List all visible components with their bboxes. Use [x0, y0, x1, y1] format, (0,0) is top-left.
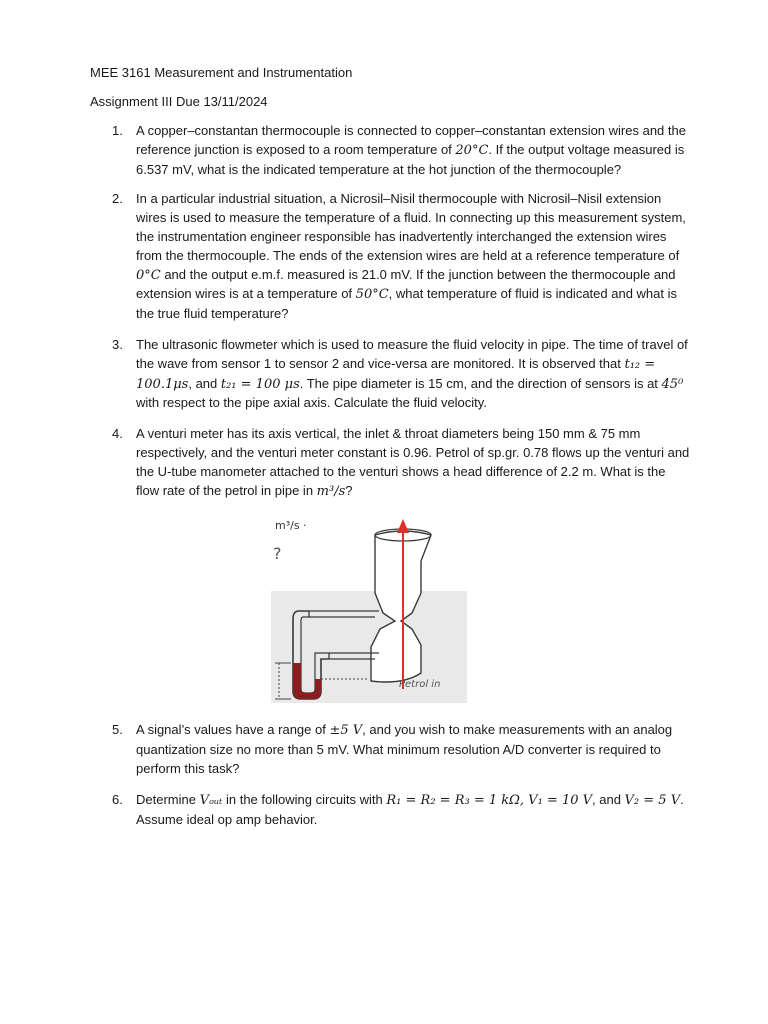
question-number: 3.	[112, 336, 123, 352]
math-expression: 0°C	[136, 267, 161, 283]
question-list	[90, 122, 690, 829]
question-3	[90, 336, 690, 413]
math-expression: R₁ = R₂ = R₃ = 1 kΩ, V₁ = 10 V	[386, 792, 593, 808]
math-expression: 50°C	[355, 287, 389, 303]
question-number: 2.	[112, 191, 123, 207]
figure-label-petrol: Petrol in	[399, 679, 441, 691]
figure-caption-question: ?	[273, 544, 282, 564]
figure-caption-units: m³/s ·	[275, 519, 307, 533]
course-title: MEE 3161 Measurement and Instrumentation	[90, 65, 353, 80]
math-expression: t₂₁ = 100 μs	[220, 376, 300, 392]
math-expression: 20°C	[455, 142, 489, 158]
math-expression: t₁₂ = 100.1μs	[136, 356, 656, 392]
question-text: A signal’s values have a range of ±5 V, and you wish to make measurements with an analog quantization size no more than 5 mV. What minimum resolution A/D converter is required to perform this task?	[136, 722, 673, 776]
math-expression: Vₒᵤₜ	[199, 792, 223, 808]
question-5	[90, 721, 690, 778]
question-number: 1.	[112, 123, 123, 138]
math-expression: ±5 V	[329, 723, 363, 739]
question-text: A copper–constantan thermocouple is connected to copper–constantan extension wires and the reference junction is exposed to a room temperature of 20°C. If the output voltage measured is 6.537 mV, what is the indicated temperature at the hot junction of the thermocouple?	[136, 123, 686, 177]
venturi-meter-figure	[271, 513, 467, 703]
question-text: A venturi meter has its axis vertical, the inlet & throat diameters being 150 mm & 75 mm respectively, and the venturi meter constant is 0.96. Petrol of sp.gr. 0.78 flows up the venturi and the U-tube manometer attached to the venturi shows a head difference of 2.2 m. What is the flow rate of the petrol in pipe in m³/s?	[136, 426, 690, 499]
math-expression: 45⁰	[661, 376, 684, 392]
question-6	[90, 791, 690, 830]
question-text: The ultrasonic flowmeter which is used to measure the fluid velocity in pipe. The time of travel of the wave from sensor 1 to sensor 2 and vice-versa are monitored. It is observed that t₁₂ = 100.1μs, and t₂₁ = 100 μs. The pipe diameter is 15 cm, and the direction of sensors is at 45⁰ with respect to the pipe axial axis. Calculate the fluid velocity.	[136, 336, 688, 411]
question-text: In a particular industrial situation, a Nicrosil–Nisil thermocouple with Nicrosil–Nisil extension wires is used to measure the temperature of a fluid. In connecting up this measurement system, the instrumentation engineer responsible has inadvertently interchanged the extension wires from the thermocouple. The ends of the extension wires are held at a reference temperature of 0°C and the output e.m.f. measured is 21.0 mV. If the junction between the thermocouple and extension wires is at a temperature of 50°C, what temperature of fluid is indicated and what is the true fluid temperature?	[136, 191, 686, 322]
question-number: 4.	[112, 426, 123, 442]
question-number: 5.	[112, 722, 123, 738]
venturi-diagram	[271, 513, 467, 703]
question-1	[90, 122, 690, 179]
math-expression: m³/s	[316, 483, 346, 499]
assignment-title: Assignment III Due 13/11/2024	[90, 94, 268, 109]
question-text: Determine Vₒᵤₜ in the following circuits with R₁ = R₂ = R₃ = 1 kΩ, V₁ = 10 V, and V₂ = 5 V. Assume ideal op amp behavior.	[136, 791, 684, 827]
question-number: 6.	[112, 791, 123, 807]
question-4	[90, 425, 690, 703]
math-expression: V₂ = 5 V	[624, 792, 681, 808]
question-2	[90, 190, 690, 324]
